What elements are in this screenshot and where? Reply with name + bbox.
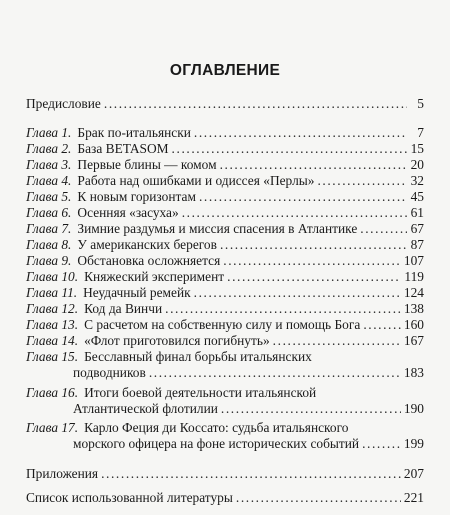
chapter-label: Глава 8.: [26, 237, 72, 252]
dot-leader: [273, 333, 401, 349]
entry-title: Зимние раздумья и миссия спасения в Атлантике: [77, 221, 358, 236]
dot-leader: [172, 141, 407, 157]
dot-leader: [227, 269, 401, 285]
dot-leader: [223, 253, 401, 269]
entry-page: 190: [403, 401, 424, 416]
chapter-label: Глава 9.: [26, 253, 72, 268]
entry-page: 67: [410, 221, 424, 236]
dot-leader: [317, 173, 407, 189]
entry-title: У американских берегов: [77, 237, 217, 252]
toc-entry-chapter-4: [26, 173, 424, 189]
toc-entry-chapter-14: [26, 333, 424, 349]
toc-entry-chapter-5: [26, 189, 424, 205]
entry-title: «Флот приготовился погибнуть»: [84, 333, 270, 348]
dot-leader: [182, 205, 407, 221]
toc-entry-chapter-15-line1: [26, 349, 424, 365]
chapter-label: Глава 12.: [26, 301, 79, 316]
entry-title-continuation: Атлантической флотилии: [73, 401, 218, 416]
entry-page: 199: [403, 436, 424, 451]
chapter-label: Глава 15.: [26, 349, 79, 364]
toc-entry-chapter-13: [26, 317, 424, 333]
chapter-label: Глава 11.: [26, 285, 78, 300]
dot-leader: [104, 96, 407, 112]
toc-entry-chapter-17-line1: [26, 420, 424, 436]
toc-entry-preface: [26, 96, 424, 112]
chapter-label: Глава 6.: [26, 205, 72, 220]
toc-entry-chapter-8: [26, 237, 424, 253]
chapter-label: Глава 7.: [26, 221, 72, 236]
entry-page: 160: [403, 317, 424, 332]
entry-title: Итоги боевой деятельности итальянской: [84, 385, 317, 400]
entry-title: Список использованной литературы: [26, 490, 233, 505]
entry-title-continuation: подводников: [73, 365, 146, 380]
entry-page: 183: [403, 365, 424, 380]
entry-title: Карло Феция ди Коссато: судьба итальянского: [84, 420, 349, 435]
dot-leader: [221, 401, 401, 417]
entry-page: 221: [403, 490, 424, 505]
dot-leader: [236, 490, 401, 506]
entry-page: 167: [403, 333, 424, 348]
entry-page: 119: [404, 269, 424, 284]
entry-page: 15: [410, 141, 424, 156]
entry-title: Брак по-итальянски: [77, 125, 191, 140]
dot-leader: [101, 466, 401, 482]
dot-leader: [149, 365, 401, 381]
chapter-label: Глава 10.: [26, 269, 79, 284]
toc-entry-appendix: [26, 466, 424, 482]
entry-title: Первые блины — комом: [77, 157, 217, 172]
entry-title: С расчетом на собственную силу и помощь Бога: [84, 317, 361, 332]
chapter-label: Глава 1.: [26, 125, 72, 140]
toc-entry-chapter-10: [26, 269, 424, 285]
dot-leader: [363, 317, 401, 333]
entry-title: К новым горизонтам: [77, 189, 196, 204]
chapter-label: Глава 5.: [26, 189, 72, 204]
dot-leader: [362, 436, 401, 452]
entry-page: 20: [410, 157, 424, 172]
dot-leader: [220, 157, 407, 173]
dot-leader: [220, 237, 407, 253]
toc-entry-chapter-1: [26, 125, 424, 141]
entry-page: 107: [403, 253, 424, 268]
toc-entry-chapter-11: [26, 285, 424, 301]
entry-page: 87: [410, 237, 424, 252]
dot-leader: [194, 285, 401, 301]
toc-entry-chapter-7: [26, 221, 424, 237]
toc-entry-chapter-2: [26, 141, 424, 157]
entry-page: 61: [410, 205, 424, 220]
entry-page: 138: [403, 301, 424, 316]
entry-title: Обстановка осложняется: [77, 253, 221, 268]
toc-entry-literature: [26, 490, 424, 506]
entry-page: 5: [417, 96, 424, 111]
dot-leader: [165, 301, 401, 317]
entry-title: Княжеский эксперимент: [84, 269, 225, 284]
entry-title: Осенняя «засуха»: [77, 205, 179, 220]
chapter-label: Глава 4.: [26, 173, 72, 188]
toc-entry-chapter-3: [26, 157, 424, 173]
toc-entry-chapter-12: [26, 301, 424, 317]
entry-page: 32: [410, 173, 424, 188]
entry-title: Код да Винчи: [84, 301, 163, 316]
entry-title: Приложения: [26, 466, 99, 481]
toc-entry-chapter-16-line1: [26, 385, 424, 401]
chapter-label: Глава 17.: [26, 420, 79, 435]
entry-title: Предисловие: [26, 96, 101, 111]
dot-leader: [194, 125, 407, 141]
toc-entry-chapter-16: [26, 401, 424, 417]
entry-title: Бесславный финал борьбы итальянских: [84, 349, 312, 364]
entry-title: Неудачный ремейк: [83, 285, 191, 300]
entry-page: 207: [403, 466, 424, 481]
chapter-label: Глава 3.: [26, 157, 72, 172]
toc-entry-chapter-9: [26, 253, 424, 269]
toc-entry-chapter-6: [26, 205, 424, 221]
dot-leader: [199, 189, 407, 205]
entry-title: База BETASOM: [77, 141, 169, 156]
chapter-label: Глава 13.: [26, 317, 79, 332]
entry-page: 45: [410, 189, 424, 204]
toc-entry-chapter-17: [26, 436, 424, 452]
entry-page: 7: [417, 125, 424, 140]
chapter-label: Глава 14.: [26, 333, 79, 348]
entry-title-continuation: морского офицера на фоне исторических событий: [73, 436, 360, 451]
entry-title: Работа над ошибками и одиссея «Перлы»: [77, 173, 315, 188]
dot-leader: [360, 221, 407, 237]
toc-entry-chapter-15: [26, 365, 424, 381]
page-title: ОГЛАВЛЕНИЕ: [169, 62, 281, 79]
chapter-label: Глава 16.: [26, 385, 79, 400]
entry-page: 124: [403, 285, 424, 300]
chapter-label: Глава 2.: [26, 141, 72, 156]
